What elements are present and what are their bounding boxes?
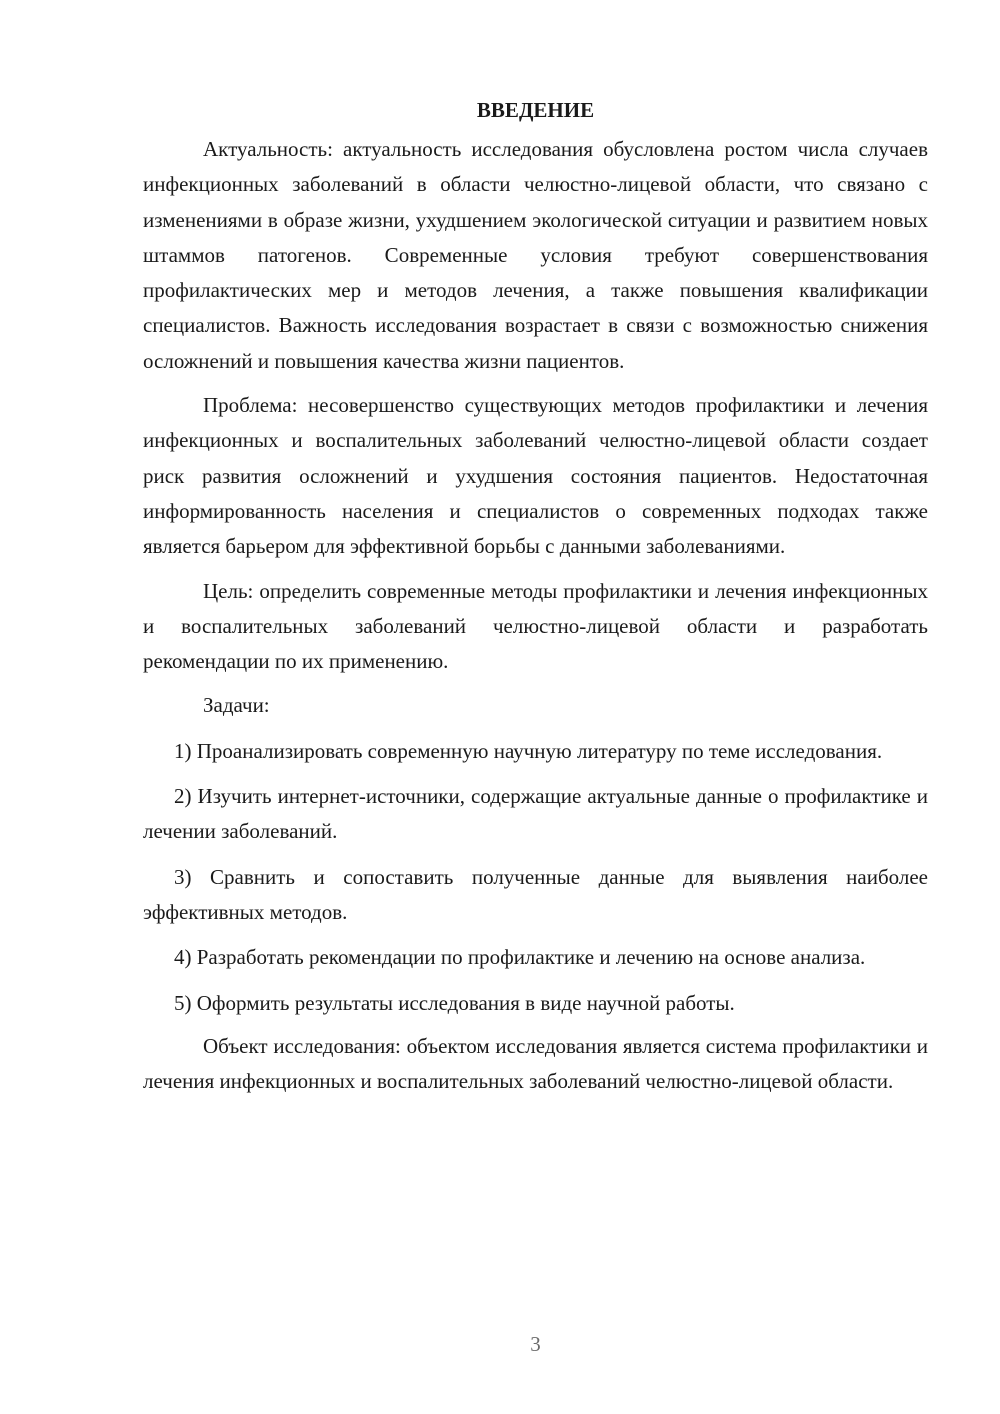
goal-paragraph: Цель: определить современные методы профилактики и лечения инфекционных и воспалительных заболеваний челюстно-лицевой области и разработать рекомендации по их применению.: [143, 578, 928, 674]
task-item-3: 3) Сравнить и сопоставить полученные данные для выявления наиболее эффективных методов.: [143, 864, 928, 924]
tasks-list: [143, 734, 928, 1021]
task-item-2: 2) Изучить интернет-источники, содержащие актуальные данные о профилактике и лечении заболеваний.: [143, 784, 928, 844]
task-item-5: 5) Оформить результаты исследования в виде научной работы.: [174, 990, 735, 1015]
problem-paragraph: Проблема: несовершенство существующих методов профилактики и лечения инфекционных и воспалительных заболеваний челюстно-лицевой области создает риск развития осложнений и ухудшения состояния пациентов. Недостаточная информированность населения и специалистов о современных подходах также является барьером для эффективной борьбы с данными заболеваниями.: [143, 393, 928, 559]
relevance-paragraph: Актуальность: актуальность исследования обусловлена ростом числа случаев инфекционных заболеваний в области челюстно-лицевой области, что связано с изменениями в образе жизни, ухудшением экологической ситуации и развитием новых штаммов патогенов. Современные условия требуют совершенствования профилактических мер и методов лечения, а также повышения квалификации специалистов. Важность исследования возрастает в связи с возможностью снижения осложнений и повышения качества жизни пациентов.: [143, 137, 928, 373]
object-paragraph: Объект исследования: объектом исследования является система профилактики и лечения инфекционных и воспалительных заболеваний челюстно-лицевой области.: [143, 1033, 928, 1094]
task-item-4: 4) Разработать рекомендации по профилактике и лечению на основе анализа.: [174, 945, 866, 970]
section-heading: ВВЕДЕНИЕ: [476, 98, 595, 122]
task-item-1: 1) Проанализировать современную научную литературу по теме исследования.: [174, 738, 883, 763]
tasks-label: Задачи:: [203, 693, 270, 718]
document-page: [143, 92, 928, 1108]
page-number: 3: [530, 1332, 541, 1356]
